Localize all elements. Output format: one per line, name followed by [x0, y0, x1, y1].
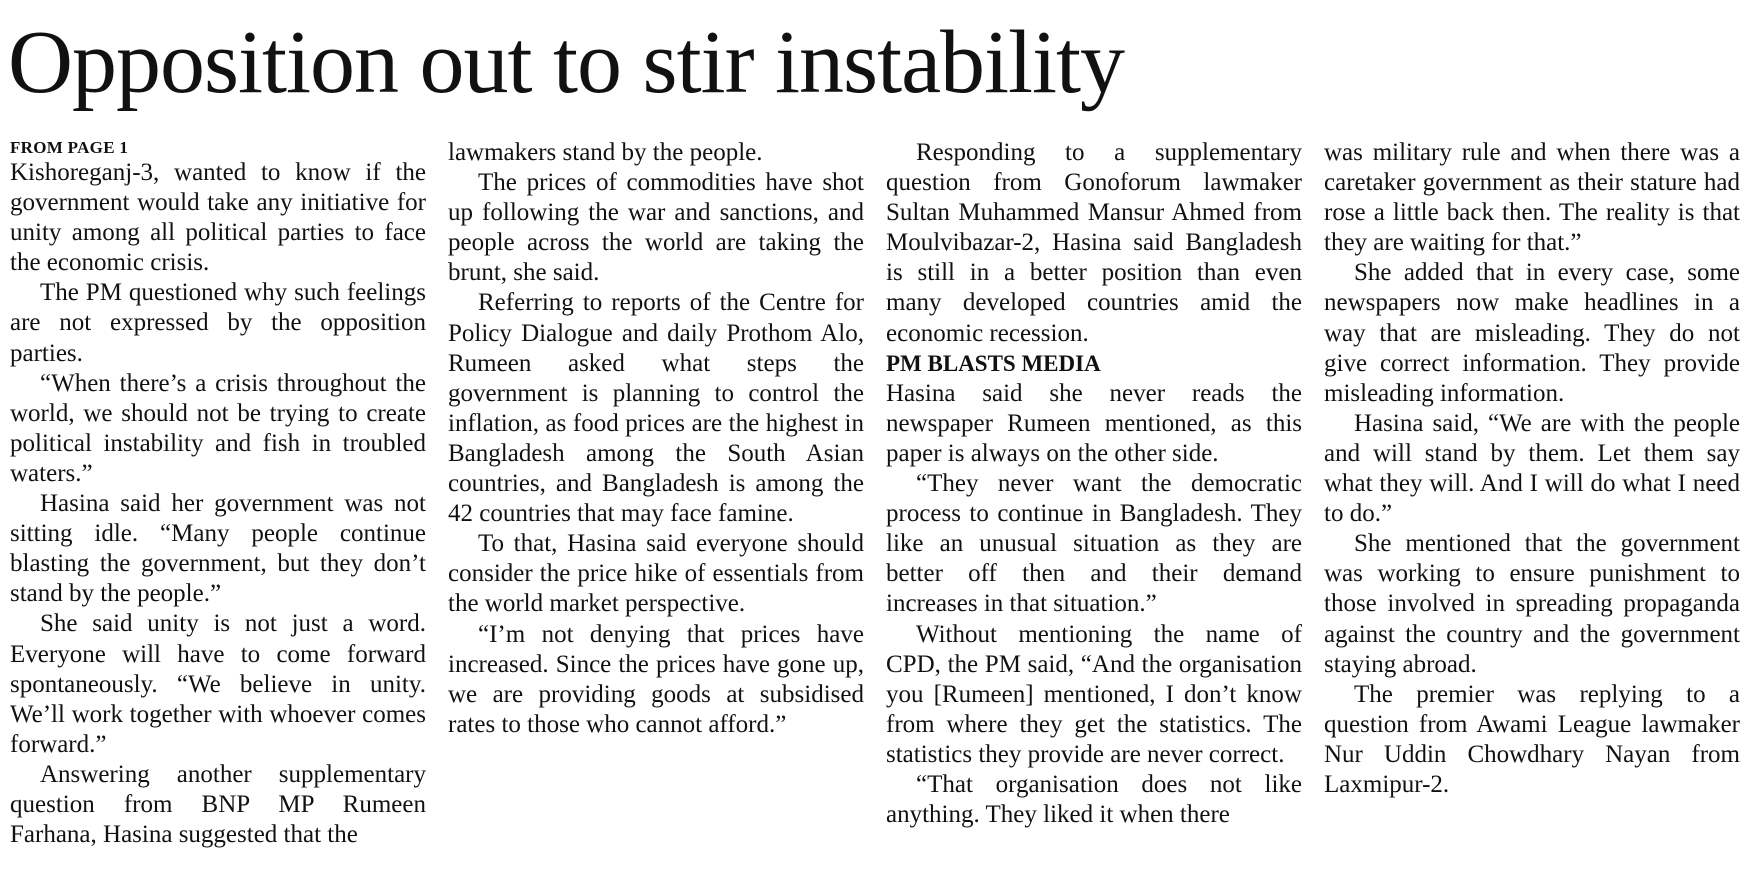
column-3 — [886, 138, 1302, 830]
column-2 — [448, 138, 864, 740]
paragraph: The PM questioned why such feelings are not expressed by the opposition parties. — [10, 279, 426, 367]
paragraph: Hasina said she never reads the newspaper Rumeen mentioned, as this paper is always on the other side. — [886, 379, 1302, 467]
paragraph: Hasina said, “We are with the people and will stand by them. Let them say what they will. And I will do what I need to do.” — [1324, 409, 1740, 528]
paragraph: The prices of commodities have shot up following the war and sanctions, and people across the world are taking the brunt, she said. — [448, 169, 864, 287]
paragraph: Kishoreganj-3, wanted to know if the government would take any initiative for unity among all political parties to face the economic crisis. — [10, 159, 426, 277]
paragraph: “When there’s a crisis throughout the world, we should not be trying to create political instability and fish in troubled waters.” — [10, 369, 426, 487]
paragraph: The premier was replying to a question from Awami League lawmaker Nur Uddin Chowdhary Nayan from Laxmipur-2. — [1324, 680, 1740, 798]
paragraph: She added that in every case, some newspapers now make headlines in a way that are misleading. They do not give correct information. They provide misleading information. — [1324, 259, 1740, 407]
headline: Opposition out to stir instability — [8, 13, 1125, 112]
subheading: PM BLASTS MEDIA — [886, 350, 1101, 376]
paragraph: To that, Hasina said everyone should consider the price hike of essentials from the world market perspective. — [448, 530, 864, 618]
paragraph: lawmakers stand by the people. — [448, 139, 763, 166]
paragraph: was military rule and when there was a caretaker government as their stature had rose a little back then. The reality is that they are waiting for that.” — [1324, 139, 1740, 257]
paragraph: Answering another supplementary question from BNP MP Rumeen Farhana, Hasina suggested that the — [10, 760, 426, 849]
column-4 — [1324, 138, 1740, 800]
paragraph: Hasina said her government was not sitting idle. “Many people continue blasting the government, but they don’t stand by the people.” — [10, 490, 426, 608]
paragraph: She mentioned that the government was working to ensure punishment to those involved in spreading propaganda against the country and the government staying abroad. — [1324, 530, 1740, 678]
kicker: FROM PAGE 1 — [10, 138, 129, 157]
paragraph: She said unity is not just a word. Everyone will have to come forward spontaneously. “We believe in unity. We’ll work together with whoever comes forward.” — [10, 610, 426, 758]
paragraph: Responding to a supplementary question from Gonoforum lawmaker Sultan Muhammed Mansur Ahmed from Moulvibazar-2, Hasina said Bangladesh is still in a better position than even many developed countries amid the economic recession. — [886, 139, 1302, 347]
paragraph: Referring to reports of the Centre for Policy Dialogue and daily Prothom Alo, Rumeen asked what steps the government is planning to control the inflation, as food prices are the highest in Bangladesh among the South Asian countries, and Bangladesh is among the 42 countries that may face famine. — [448, 289, 864, 528]
paragraph: “They never want the democratic process to continue in Bangladesh. They like an unusual situation as they are better off then and their demand increases in that situation.” — [886, 470, 1302, 618]
paragraph: “That organisation does not like anything. They liked it when there — [886, 770, 1302, 829]
paragraph: “I’m not denying that prices have increased. Since the prices have gone up, we are providing goods at subsidised rates to those who cannot afford.” — [448, 620, 864, 738]
column-1 — [10, 138, 426, 850]
paragraph: Without mentioning the name of CPD, the PM said, “And the organisation you [Rumeen] mentioned, I don’t know from where they get the statistics. The statistics they provide are never correct. — [886, 620, 1302, 768]
